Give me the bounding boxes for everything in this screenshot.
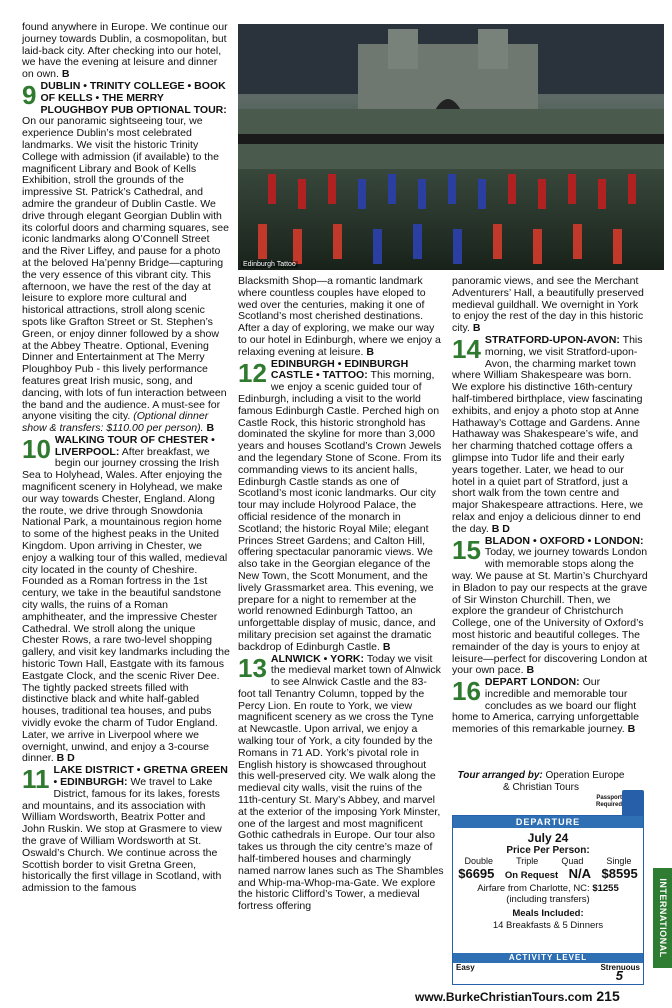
photo-illustration: [238, 24, 664, 270]
day-title: EDINBURGH • EDINBURGH CASTLE • TATTOO:: [270, 357, 409, 382]
itinerary-day-15: [452, 536, 648, 678]
day-description: This morning, we visit Stratford-upon-Avon, the charming market town where William Shakespeare was born. We explore his distinctive 16th-century half-timbered birthplace, view fascinating exhibits, and enjoy a photo stop at Anne Hathaway’s Cottage and Gardens. Anne Hathaway was Shakespeare’s wife, and her charming thatched cottage offers a glimpse into Tudor life and their early years together. Later, we head to our hotel in a quiet part of Stratford, just a short walk from the town centre and major Shakespeare attractions. Here, we relax and enjoy a delicious dinner to end the day.: [452, 333, 644, 535]
column-3: [452, 276, 648, 736]
itinerary-day-12: [238, 359, 444, 654]
passport-icon: [622, 790, 644, 818]
activity-level-value: 5: [615, 968, 623, 983]
day-number: 11: [22, 764, 50, 795]
meal-code: B D: [491, 522, 510, 535]
itinerary-day-11: [22, 765, 230, 895]
international-side-tab: INTERNATIONAL: [653, 868, 672, 968]
column-2: [238, 276, 444, 913]
day-number: 15: [452, 534, 481, 565]
activity-level: [453, 953, 643, 984]
column-1: [22, 22, 230, 895]
price-labels-row: Double Triple Quad Single: [464, 856, 632, 866]
day-number: 10: [22, 433, 51, 464]
col1-intro: found anywhere in Europe. We continue our journey towards Dublin, a cosmopolitan, but laid-back city. After checking into our hotel, we have the evening at leisure and dinner on own. B: [22, 21, 228, 81]
day-title: BLADON • OXFORD • LONDON:: [484, 534, 644, 547]
day-title: LAKE DISTRICT • GRETNA GREEN • EDINBURGH:: [53, 764, 228, 788]
itinerary-day-13: [238, 654, 444, 914]
day-number: 13: [238, 652, 267, 683]
day-title: WALKING TOUR OF CHESTER • LIVERPOOL:: [54, 433, 215, 458]
day-note: (Optional dinner show & transfers: $110.00 per person).: [22, 410, 209, 435]
day-description: Our incredible and memorable tour concludes as we board our flight home to America, carrying unforgettable memories of this remarkable journey.: [452, 676, 640, 736]
day-title: DEPART LONDON:: [484, 676, 580, 689]
day-title: STRATFORD-UPON-AVON:: [484, 333, 620, 346]
departure-date: July 24: [527, 831, 569, 845]
itinerary-day-10: [22, 435, 230, 765]
website-url[interactable]: www.BurkeChristianTours.com: [415, 990, 593, 1004]
day-title: DUBLIN • TRINITY COLLEGE • BOOK OF KELLS • THE MERRY PLOUGHBOY PUB OPTIONAL TOUR:: [40, 79, 227, 116]
page-number: 215: [596, 988, 620, 1004]
photo-caption: Edinburgh Tattoo: [243, 261, 296, 268]
meal-code: B: [526, 664, 535, 677]
day-description: We travel to Lake District, famous for its lakes, forests and mountains, and its association with William Wordsworth, Beatrix Potter and John Ruskin. We stop at Grasmere to view the grave of William Wordsworth at St. Oswald’s Church. We continue across the Scottish border to visit Gretna Green, historically the first village in Scotland, with admission to the famous: [22, 776, 222, 895]
day-number: 9: [22, 79, 37, 110]
price-box: [452, 815, 644, 985]
col3-intro: panoramic views, and see the Merchant Adventurers’ Hall, a beautifully preserved medieval guildhall. We overnight in York to enjoy the rest of the day in this historic city. B: [452, 275, 644, 335]
activity-level-bar: ACTIVITY LEVEL: [453, 953, 643, 963]
price-values-row: $6695 On Request N/A $8595: [458, 866, 638, 881]
itinerary-day-16: [452, 677, 648, 736]
meal-code: B D: [56, 752, 75, 765]
activity-easy: Easy: [456, 963, 475, 972]
meal-code: B: [382, 640, 391, 653]
day-number: 14: [452, 333, 481, 364]
meal-code: B: [206, 422, 215, 435]
passport-required-label: Passport Required: [595, 795, 622, 808]
airfare-info: Airfare from Charlotte, NC: $1255 (including transfers): [477, 883, 619, 905]
page-footer: [415, 988, 620, 1004]
meal-code: B: [627, 723, 636, 736]
day-description: On our panoramic sightseeing tour, we experience Dublin’s most celebrated landmarks. We visit the historic Trinity College with admission (if available) to the magnificent Library and Book of Kells Exhibition, stroll the grounds of the impressive St. Patrick’s Cathedral, and admire the grandeur of Dublin Castle. We drive through elegant Georgian Dublin with its colorful doors and charming squares, see iconic landmarks along O’Connell Street and the River Liffey, and pause for a photo at the beloved Ha’penny Bridge—capturing the very essence of this vibrant city. This afternoon, we have the rest of the day at leisure to explore more cultural and historical attractions, stroll along scenic spots like Grafton Street or St. Stephen’s Green, or enjoy dinner followed by a show at the Abbey Theatre. Optional, Evening Dinner and Entertainment at The Merry Ploughboy Pub - this lively performance features great Irish music, song, and dancing, with lots of fun interaction between the band and the audience. A must-see for anyone visiting the city.: [22, 115, 229, 423]
itinerary-day-14: [452, 335, 648, 536]
edinburgh-tattoo-photo: [238, 24, 664, 270]
day-number: 12: [238, 357, 267, 388]
col2-intro: Blacksmith Shop—a romantic landmark where countless couples have eloped to wed over the centuries, making it one of Scotland’s most cherished destinations. After a day of exploring, we make our way to our hotel in Edinburgh, where we enjoy a relaxing evening at leisure. B: [238, 275, 441, 358]
departure-bar: DEPARTURE: [453, 816, 643, 828]
day-description: Today we visit the medieval market town of Alnwick to see Alnwick Castle and the 83-foot tall Tenantry Column, topped by the Percy Lion. En route to York, we view magnificent scenery as we cross the Tyne at Newcastle. Upon arrival, we enjoy a walking tour of York, a city founded by the Romans in 71 AD. York’s pivotal role in English history is showcased throughout this well-preserved city. We walk along the medieval city walls, visit the ruins of the 11th-century St. Mary’s Abbey, and marvel at the exterior of the imposing York Minster, one of the largest and most magnificent Gothic cathedrals in Europe. Our tour also takes us through the city centre’s maze of half-timbered houses and charmingly named narrow lanes such as The Shambles and Whip-ma-Whop-ma-Gate. We explore the historic Clifford’s Tower, a medieval fortress offering: [238, 652, 444, 913]
day-number: 16: [452, 676, 481, 707]
itinerary-day-9: [22, 81, 230, 435]
meals-included: Meals Included: 14 Breakfasts & 5 Dinners: [492, 908, 604, 931]
day-description: This morning, we enjoy a scenic guided tour of Edinburgh, including a visit to the world famous Edinburgh Castle. Perched high on Castle Rock, this historic stronghold has dominated the skyline for more than 3,000 years and houses Scotland’s Crown Jewels and the legendary Stone of Scone. From its commanding views to its ancient halls, Edinburgh Castle stands as one of Scotland’s most iconic landmarks. Our city tour may include Holyrood Palace, the official residence of the monarch in Scotland; the historic Royal Mile; elegant Princes Street Gardens; and Calton Hill, offering spectacular panoramic views. We also take in the Georgian elegance of the New Town, the Scott Monument, and the lively Grassmarket area. This evening, we prepare for a night to remember at the world renowned Edinburgh Tattoo, an unforgettable display of music, dance, and military precision set against the dramatic backdrop of Edinburgh Castle.: [238, 369, 442, 653]
day-description: Today, we journey towards London with memorable stops along the way. We pause at St. Martin’s Churchyard in Bladon to pay our respects at the grave of Sir Winston Churchill. Then, we explore the grandeur of Christchurch College, one of the University of Oxford’s most historic and beautiful colleges. The remainder of the day is yours to enjoy at leisure—perfect for discovering London at your own pace.: [452, 546, 648, 677]
tour-arranged-by: Tour arranged by: Operation Europe & Christian Tours: [457, 770, 625, 793]
activity-strenuous: Strenuous: [600, 963, 640, 972]
day-title: ALNWICK • YORK:: [270, 652, 365, 665]
day-description: After breakfast, we begin our journey crossing the Irish Sea to Holyhead, Wales. After enjoying the magnificent scenery in Holyhead, we make our way towards Chester, England. Along the route, we drive through Snowdonia National Park, a mountainous region home to some of the highest peaks in the United Kingdom. Upon arriving in Chester, we enjoy a walking tour of this walled, medieval city located in the county of Cheshire. Founded as a Roman fortress in the 1st century, we take in the beautiful sandstone city walls, the ruins of a Roman amphitheater, and the impressive Chester Cathedral. We stroll along the unique Chester Rows, a rare two-level shopping gallery, and visit key landmarks including the historic Town Hall, Eastgate with its famous Eastgate Clock, and the scenic River Dee. The tightly packed streets filled with distinctive black and white half-gabled houses, traditional tea houses, and pubs vividly evoke the charm of Tudor England. Later, we arrive in Liverpool where we overnight, unwind, and enjoy a 3-course dinner.: [22, 445, 230, 765]
price-per-person-label: Price Per Person:: [506, 845, 590, 856]
